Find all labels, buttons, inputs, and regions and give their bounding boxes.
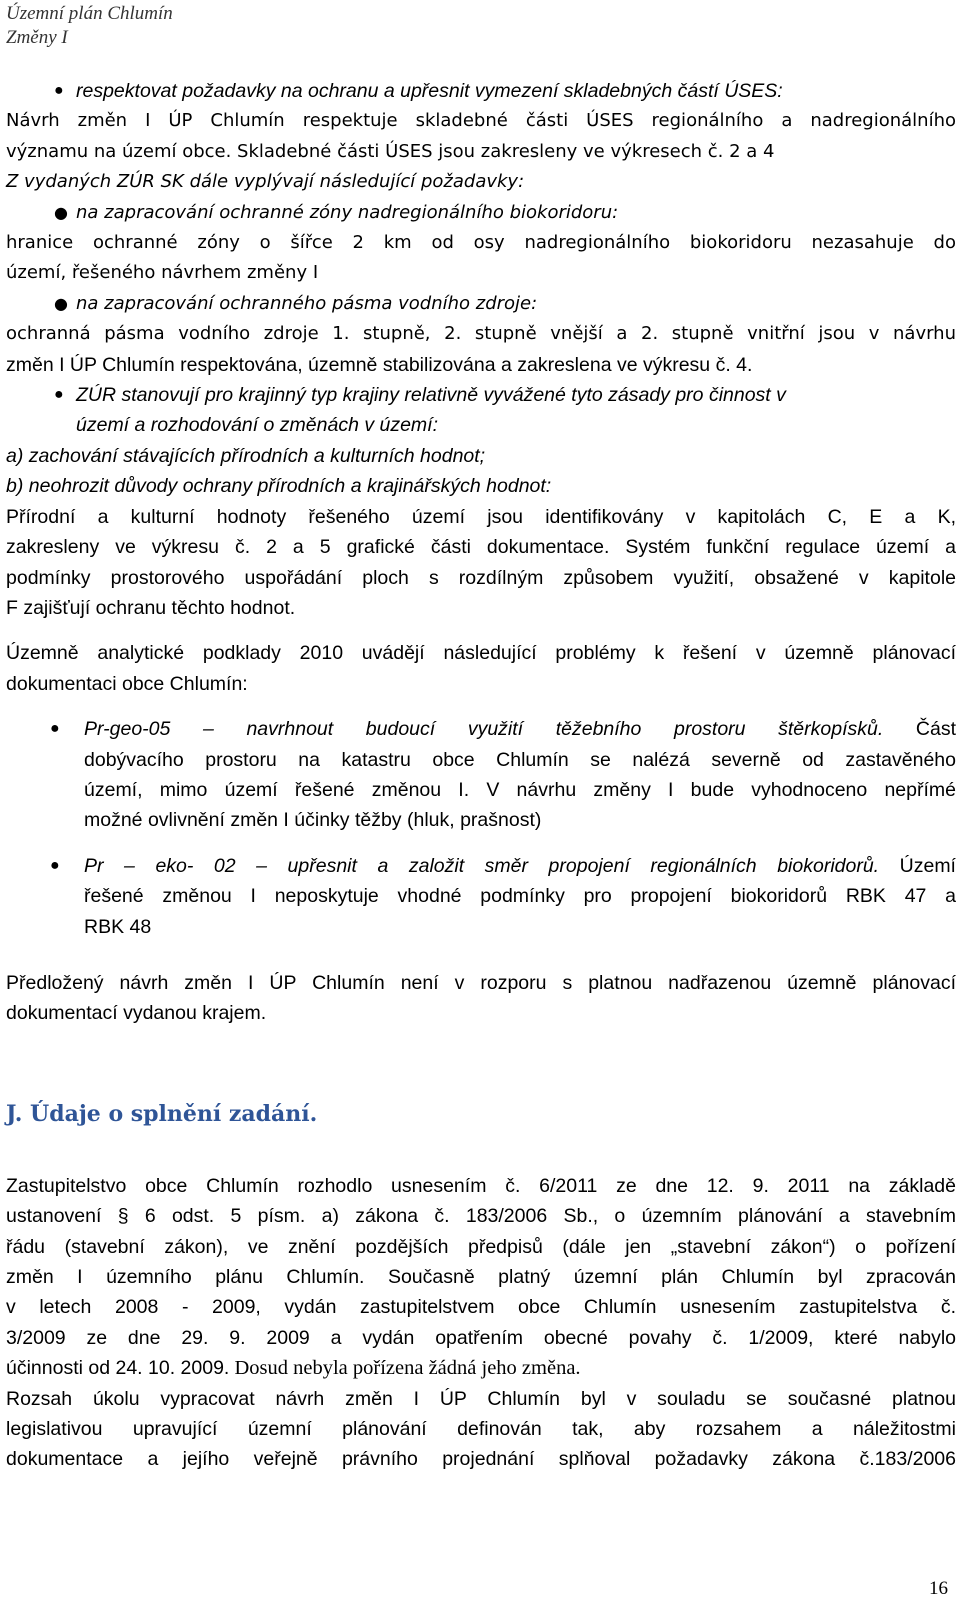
text-line: na zapracování ochranného pásma vodního zdroje: <box>76 292 538 314</box>
document-body <box>6 76 956 1475</box>
text-line: v letech 2008 - 2009, vydán zastupitelstvem obce Chlumín usnesením zastupitelstva č. <box>6 1296 956 1319</box>
page-number: 16 <box>929 1578 948 1599</box>
text-line: respektovat požadavky na ochranu a upřesnit vymezení skladebných částí ÚSES: <box>76 80 783 102</box>
text-line: Přírodní a kulturní hodnoty řešeného území jsou identifikovány v kapitolách C, E a K, <box>6 505 956 528</box>
text-line: Pr – eko- 02 – upřesnit a založit směr propojení regionálních biokoridorů. <box>84 854 880 877</box>
text-line: zakresleny ve výkresu č. 2 a 5 grafické části dokumentace. Systém funkční regulace území a <box>6 536 956 559</box>
text-line: Územně analytické podklady 2010 uvádějí následující problémy k řešení v územně plánovací <box>6 642 956 665</box>
text-line: významu na území obce. Skladebné části ÚSES jsou zakresleny ve výkresech č. 2 a 4 <box>6 140 775 162</box>
text-line: ustanovení § 6 odst. 5 písm. a) zákona č. 183/2006 Sb., o územním plánování a stavebním <box>6 1205 956 1228</box>
text-line: Předložený návrh změn I ÚP Chlumín není v rozporu s platnou nadřazenou územně plánovací <box>6 971 956 994</box>
text-line: Území <box>879 854 956 877</box>
bullet-icon: ● <box>54 386 64 404</box>
text-line: dokumentaci obce Chlumín: <box>6 672 248 695</box>
bullet-item-zur <box>6 380 956 410</box>
text-line: na zapracování ochranné zóny nadregionálního biokoridoru: <box>76 201 619 223</box>
text-line: a) zachování stávajících přírodních a kulturních hodnot; <box>6 444 486 467</box>
text-line: účinnosti od 24. 10. 2009. <box>6 1357 230 1380</box>
text-line: legislativou upravující územní plánování definován tak, aby rozsahem a náležitostmi <box>6 1418 956 1441</box>
text-line: řešené změnou I neposkytuje vhodné podmínky pro propojení biokoridorů RBK 47 a <box>84 885 956 908</box>
text-line: možné ovlivnění změn I účinky těžby (hluk, prašnost) <box>84 809 542 832</box>
page-header <box>6 2 173 50</box>
bullet-item-uses <box>6 76 956 106</box>
bullet-item-pr-geo-05 <box>6 714 956 744</box>
text-line: podmínky prostorového uspořádání ploch s rozdílným způsobem využití, obsažené v kapitole <box>6 566 956 589</box>
bullet-icon: ● <box>50 720 60 738</box>
text-line: Dosud nebyla pořízena žádná jeho změna. <box>229 1357 581 1380</box>
text-line: změn I územního plánu Chlumín. Současně platný územní plán Chlumín byl zpracován <box>6 1266 956 1288</box>
bullet-item-vodni-zdroj <box>6 289 956 319</box>
text-line: F zajišťují ochranu těchto hodnot. <box>6 596 296 619</box>
text-line: Rozsah úkolu vypracovat návrh změn I ÚP Chlumín byl v souladu se současné platnou <box>6 1387 956 1410</box>
text-line: ochranná pásma vodního zdroje 1. stupně, 2. stupně vnější a 2. stupně vnitřní jsou v návrhu <box>6 323 956 345</box>
text-line: dokumentace a jejího veřejně právního projednání splňoval požadavky zákona č.183/2006 <box>6 1448 956 1471</box>
text-line-mixed <box>6 1353 956 1383</box>
section-heading: J. Údaje o splnění zadání. <box>6 1100 318 1127</box>
text-line: b) neohrozit důvody ochrany přírodních a krajinářských hodnot: <box>6 475 552 498</box>
text-line: 3/2009 ze dne 29. 9. 2009 a vydán opatřením obecné povahy č. 1/2009, které nabylo <box>6 1326 956 1349</box>
text-line: hranice ochranné zóny o šířce 2 km od osy nadregionálního biokoridoru nezasahuje do <box>6 232 956 254</box>
text-line: změn I ÚP Chlumín respektována, územně stabilizována a zakreslena ve výkresu č. 4. <box>6 353 753 376</box>
bullet-icon: ● <box>54 293 68 313</box>
text-line: RBK 48 <box>84 915 152 938</box>
text-line: území, mimo území řešené změnou I. V návrhu změny I bude vyhodnoceno nepřímé <box>84 778 956 801</box>
text-line: Z vydaných ZÚR SK dále vyplývají následující požadavky: <box>6 171 525 193</box>
bullet-icon: ● <box>54 202 68 222</box>
text-line: území a rozhodování o změnách v území: <box>76 414 439 437</box>
text-line: řádu (stavební zákon), ve znění pozdějších předpisů (dále jen „stavební zákon“) o pořízení <box>6 1235 956 1258</box>
header-title: Územní plán Chlumín <box>6 3 173 24</box>
text-line: dokumentací vydanou krajem. <box>6 1002 267 1025</box>
text-line: Část <box>883 718 956 741</box>
bullet-icon: ● <box>50 856 60 874</box>
text-line: Návrh změn I ÚP Chlumín respektuje skladebné části ÚSES regionálního a nadregionálního <box>6 110 956 132</box>
header-subtitle: Změny I <box>6 27 68 48</box>
bullet-icon: ● <box>54 82 64 99</box>
bullet-item-pr-eko-02 <box>6 851 956 881</box>
text-line: ZÚR stanovují pro krajinný typ krajiny relativně vyvážené tyto zásady pro činnost v <box>76 384 786 407</box>
bullet-item-biokoridor <box>6 198 956 228</box>
text-line: Pr-geo-05 – navrhnout budoucí využití těžebního prostoru štěrkopísků. <box>84 718 884 741</box>
text-line: Zastupitelstvo obce Chlumín rozhodlo usnesením č. 6/2011 ze dne 12. 9. 2011 na základě <box>6 1174 956 1197</box>
text-line: dobývacího prostoru na katastru obce Chlumín se nalézá severně od zastavěného <box>84 748 956 771</box>
text-line: území, řešeného návrhem změny I <box>6 262 319 284</box>
